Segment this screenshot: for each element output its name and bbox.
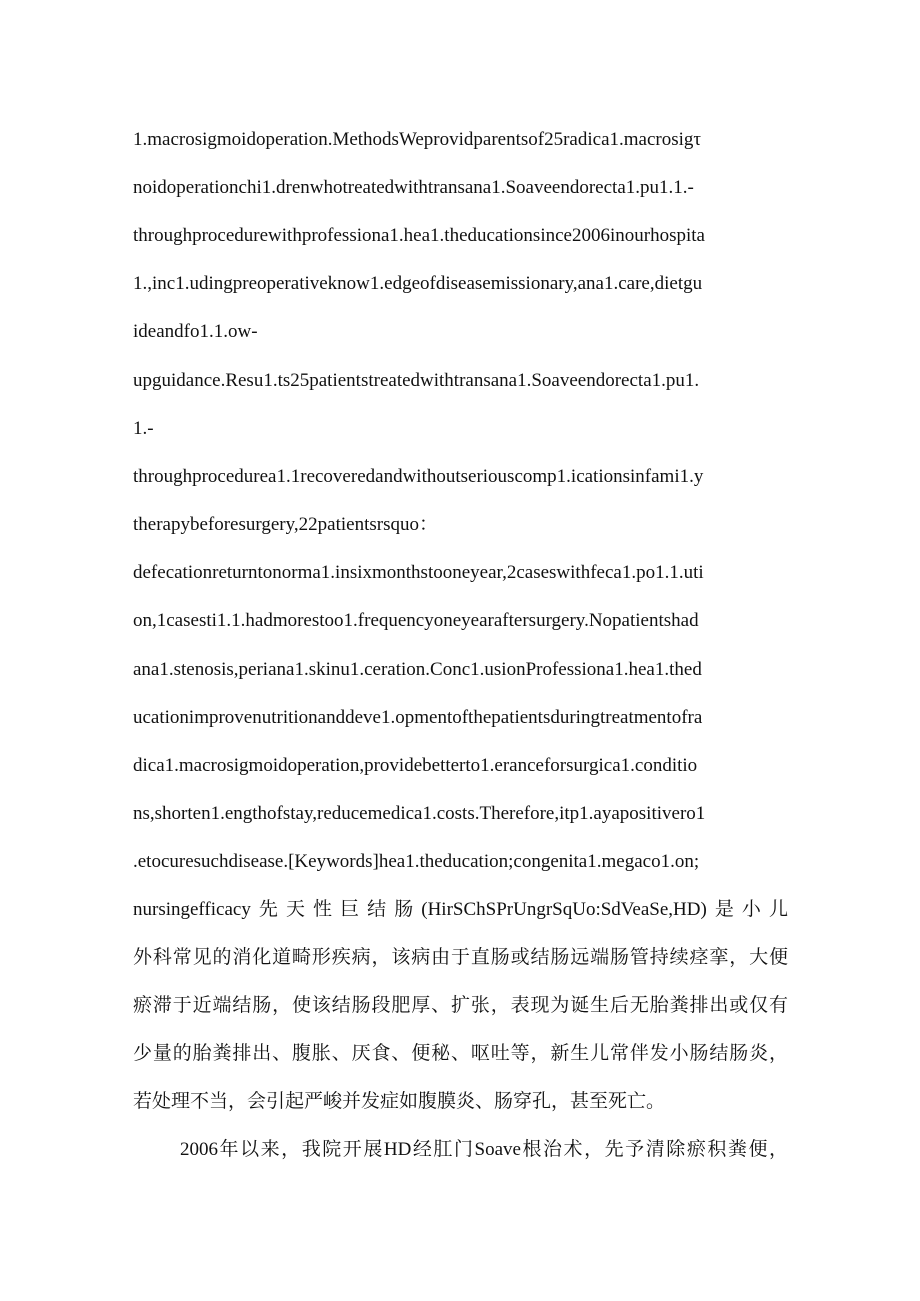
body-text-line: nursingefficacy先天性巨结肠(HirSChSPrUngrSqUo:SdVeaSe,HD)是小儿 [133,899,788,920]
body-text-line: noidoperationchi1.drenwhotreatedwithtransana1.Soaveendorecta1.pu1.1.- [133,177,694,198]
body-text-line: ucationimprovenutritionanddeve1.opmentofthepatientsduringtreatmentofra [133,707,703,728]
body-text-line: upguidance.Resu1.ts25patientstreatedwithtransana1.Soaveendorecta1.pu1. [133,370,700,391]
paragraph-first-line: 2006年以来，我院开展HD经肛门Soave根治术，先予清除瘀积粪便， [180,1139,788,1160]
body-text-line: 若处理不当，会引起严峻并发症如腹膜炎、肠穿孔，甚至死亡。 [133,1091,666,1112]
body-text-line: on,1casesti1.1.hadmorestoo1.frequencyoneyearaftersurgery.Nopatientshad [133,610,699,631]
body-text-line: 1.- [133,418,154,439]
body-text-line: defecationreturntonorma1.insixmonthstooneyear,2caseswithfeca1.po1.1.uti [133,562,704,583]
body-text-line: ns,shorten1.engthofstay,reducemedica1.costs.Therefore,itp1.ayapositivero1 [133,803,706,824]
body-text-line: 1.macrosigmoidoperation.MethodsWeprovidparentsof25radica1.macrosigτ [133,129,702,150]
body-text-line: .etocuresuchdisease.[Keywords]hea1.theducation;congenita1.megaco1.on; [133,851,700,872]
body-text-line: 瘀滞于近端结肠，使该结肠段肥厚、扩张，表现为诞生后无胎粪排出或仅有 [133,995,788,1016]
body-text-line: ana1.stenosis,periana1.skinu1.ceration.Conc1.usionProfessiona1.hea1.thed [133,659,702,680]
body-text-line: dica1.macrosigmoidoperation,providebetterto1.eranceforsurgica1.conditio [133,755,698,776]
body-text-line: 外科常见的消化道畸形疾病，该病由于直肠或结肠远端肠管持续痉挛，大便 [133,947,788,968]
body-text-line: 1.,inc1.udingpreoperativeknow1.edgeofdiseasemissionary,ana1.care,dietgu [133,273,703,294]
body-text-line: throughprocedurea1.1recoveredandwithoutseriouscomp1.icationsinfami1.y [133,466,704,487]
body-text-line: ideandfo1.1.ow- [133,321,258,342]
body-text-line: throughprocedurewithprofessiona1.hea1.theducationsince2006inourhospita [133,225,705,246]
body-text-line: therapybeforesurgery,22patientsrsquo： [133,514,438,535]
body-text-line: 少量的胎粪排出、腹胀、厌食、便秘、呕吐等，新生儿常伴发小肠结肠炎， [133,1043,788,1064]
